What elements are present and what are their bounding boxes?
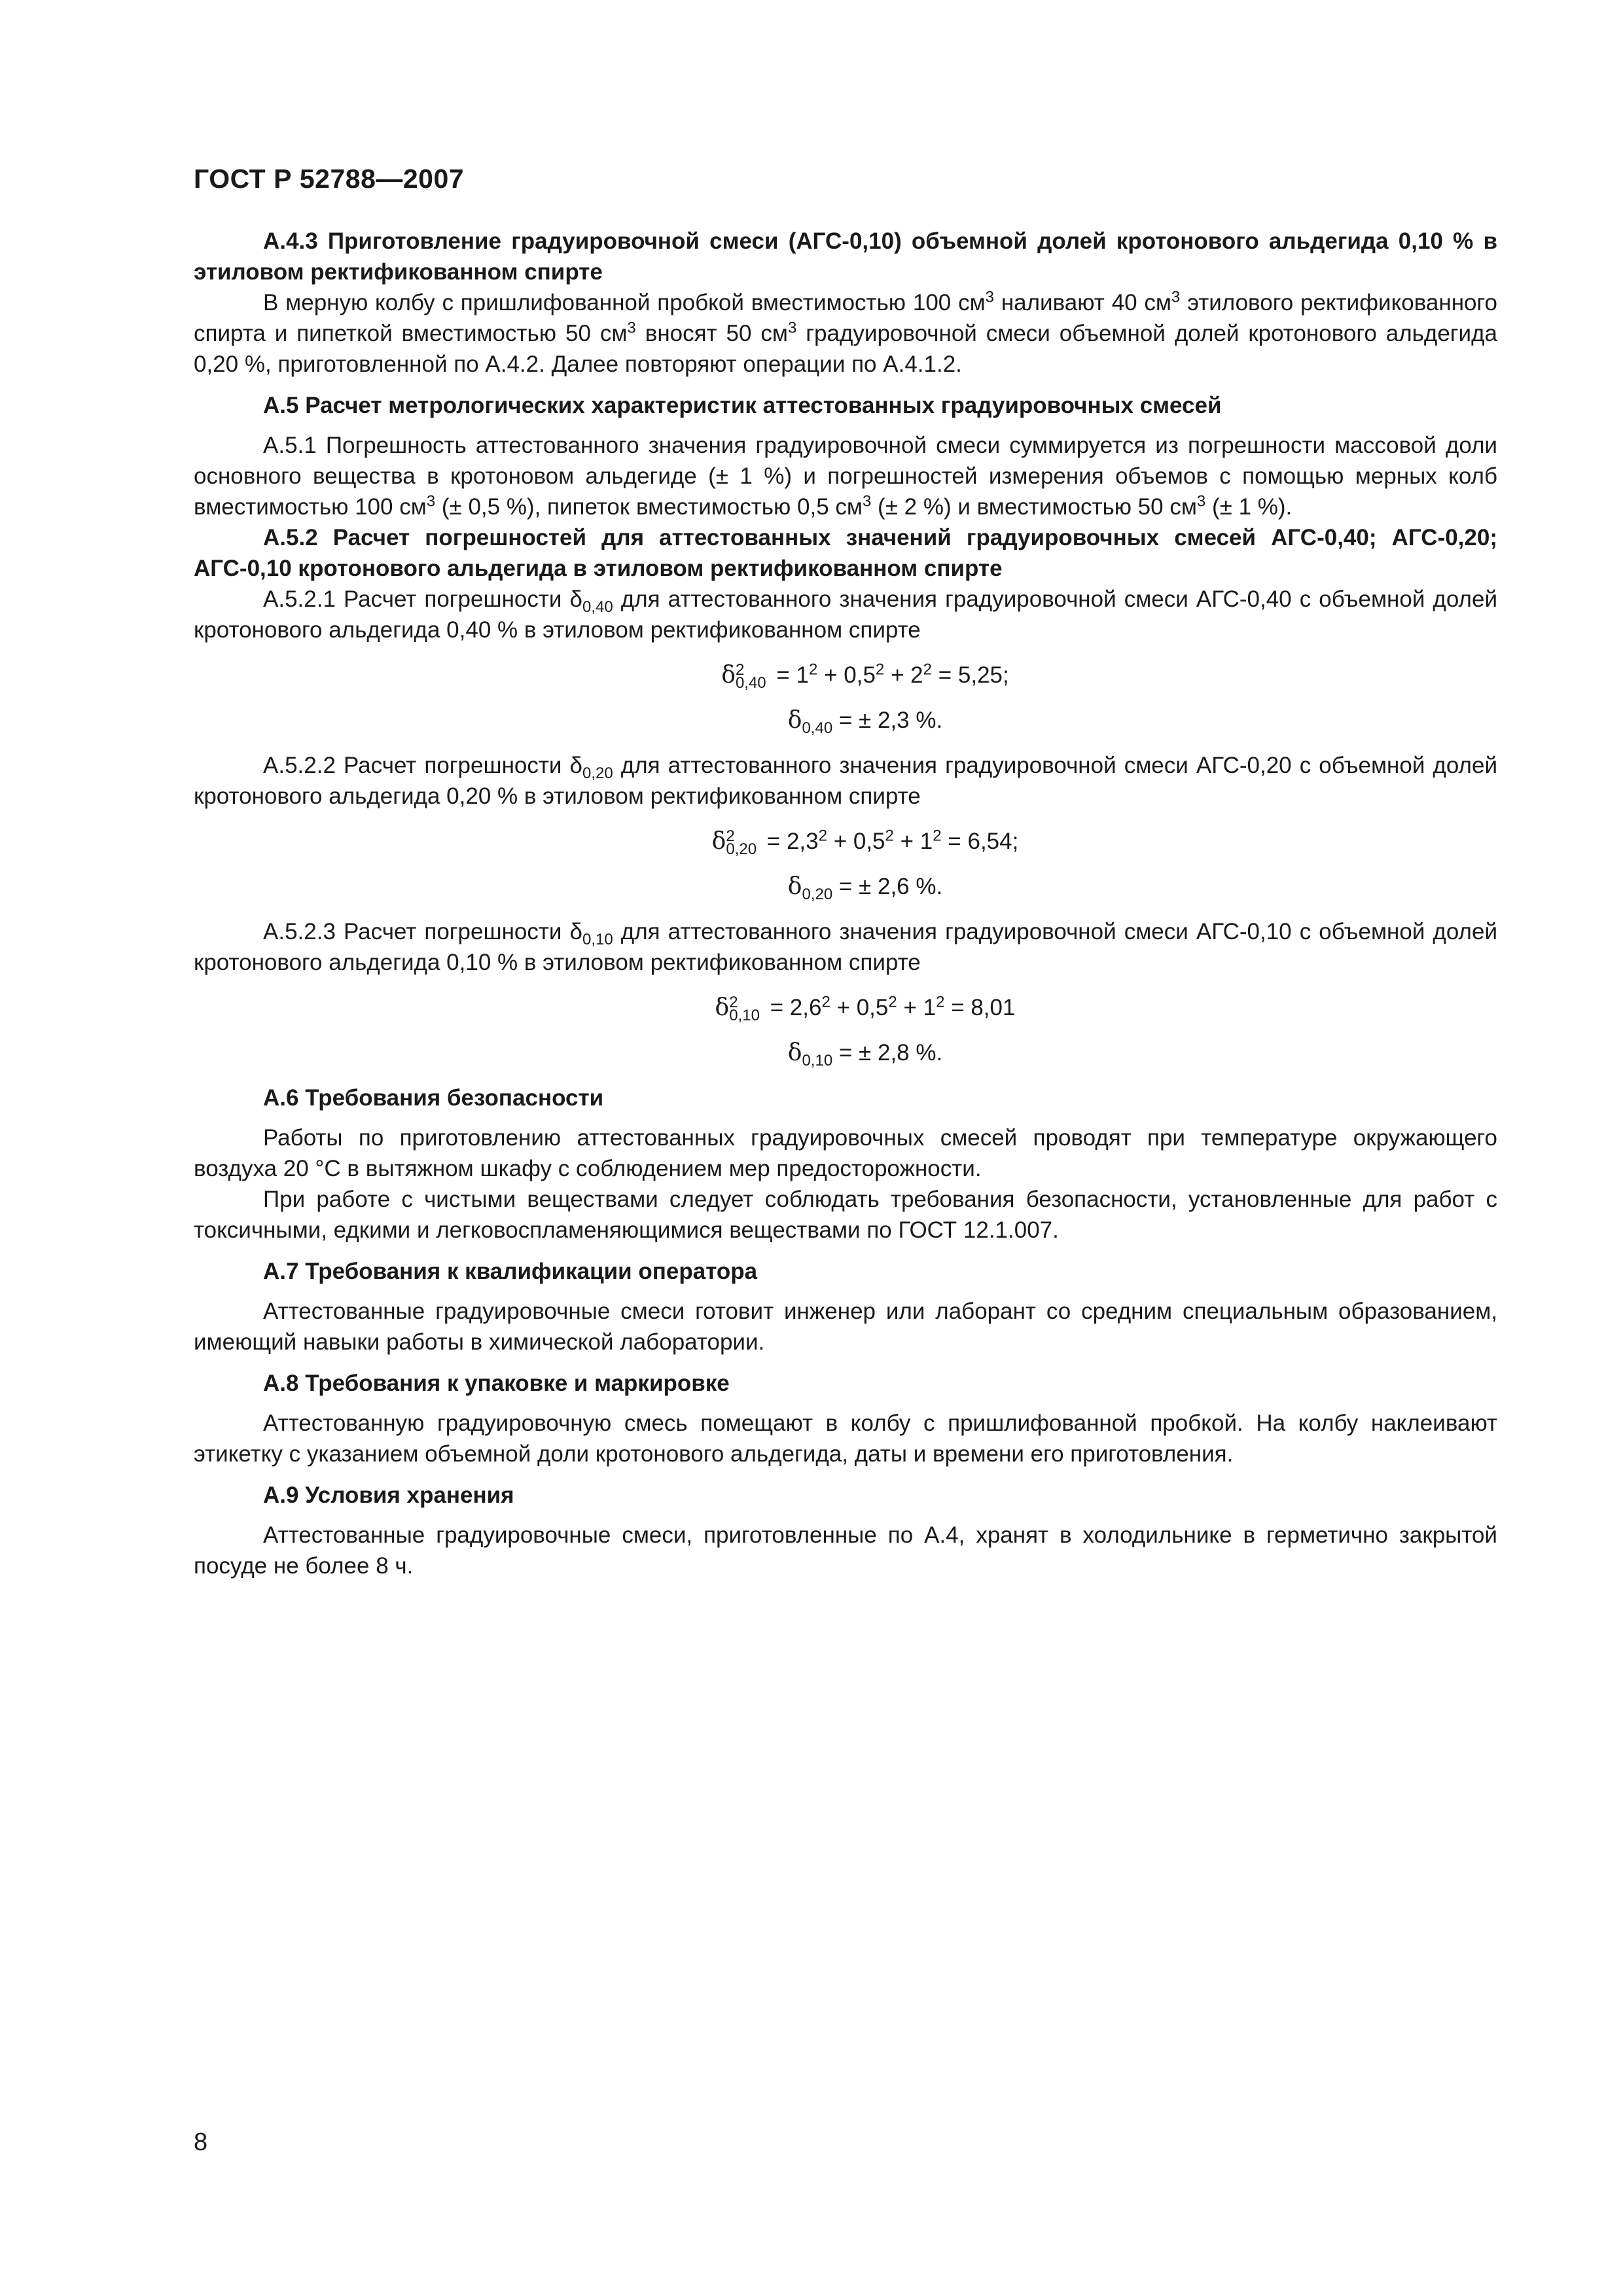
section-a8-heading: А.8 Требования к упаковке и маркировке bbox=[263, 1371, 730, 1396]
formula-delta-010-squared: δ 2 0,10 = $2,6^2 + 0,5^2 + 1^2 = 8,01$ bbox=[715, 993, 1016, 1024]
section-a9-text: Аттестованные градуировочные смеси, приготовленные по А.4, хранят в холодильнике в герметично закрытой посуде не более 8 ч. bbox=[194, 1522, 1497, 1579]
section-a6-text-1: Работы по приготовлению аттестованных градуировочных смесей проводят при температуре окружающего воздуха 20 °С в вытяжном шкафу с соблюдением мер предосторожности. bbox=[194, 1125, 1497, 1181]
formula-delta-040-squared: δ 2 0,40 = $1^2 + 0,5^2 + 2^2 = 5,25$; bbox=[721, 660, 1009, 692]
section-a52-heading: А.5.2 Расчет погрешностей для аттестованных значений градуировочных смесей АГС-0,40; АГС-0,20; АГС-0,10 кротонового альдегида в этиловом ректификованном спирте bbox=[194, 525, 1497, 581]
formula-delta-020-result: $\delta_{0,20}$ = ± 2,6 %. bbox=[787, 873, 943, 903]
section-a522-text: А.5.2.2 Расчет погрешности $\delta_{0,20}$ для аттестованного значения градуировочной смеси АГС-0,20 с объемной долей кротонового альдегида 0,20 % в этиловом ректификованном спирте bbox=[194, 753, 1497, 809]
page-number: 8 bbox=[194, 2128, 208, 2156]
section-a7-text: Аттестованные градуировочные смеси готовит инженер или лаборант со средним специальным образованием, имеющий навыки работы в химической лаборатории. bbox=[194, 1299, 1497, 1355]
formula-delta-020-squared: δ 2 0,20 = $2,3^2 + 0,5^2 + 1^2 = 6,54$; bbox=[711, 827, 1019, 858]
section-a43-heading: А.4.3 Приготовление градуировочной смеси (АГС-0,10) объемной долей кротонового альдегида 0,10 % в этиловом ректификованном спирте bbox=[194, 228, 1497, 285]
section-a9-heading: А.9 Условия хранения bbox=[263, 1482, 514, 1508]
document-header: ГОСТ Р 52788—2007 bbox=[194, 164, 465, 194]
section-a43-text: В мерную колбу с пришлифованной пробкой вместимостью 100 $см^3$ наливают 40 $см^3$ этилового ректификованного спирта и пипеткой вместимостью 50 $см^3$ вносят 50 $см^3$ градуировочной смеси объемной долей кротонового альдегида 0,20 %, приготовленной по А.4.2. Далее повторяют операции по А.4.1.2. bbox=[194, 288, 1497, 377]
page-content bbox=[194, 226, 1497, 1581]
formula-delta-040-result: $\delta_{0,40}$ = ± 2,3 %. bbox=[787, 707, 943, 737]
formula-delta-010-result: $\delta_{0,10}$ = ± 2,8 %. bbox=[787, 1039, 943, 1069]
section-a7-heading: А.7 Требования к квалификации оператора bbox=[263, 1259, 758, 1284]
section-a8-text: Аттестованную градуировочную смесь помещают в колбу с пришлифованной пробкой. На колбу наклеивают этикетку с указанием объемной доли кротонового альдегида, даты и времени его приготовления. bbox=[194, 1410, 1497, 1467]
section-a51-text: А.5.1 Погрешность аттестованного значения градуировочной смеси суммируется из погрешности массовой доли основного вещества в кротоновом альдегиде (± 1 %) и погрешностей измерения объемов с помощью мерных колб вместимостью 100 $см^3$ (± 0,5 %), пипеток вместимостью 0,5 $см^3$ (± 2 %) и вместимостью 50 $см^3$ (± 1 %). bbox=[194, 433, 1497, 520]
section-a6-text-2: При работе с чистыми веществами следует соблюдать требования безопасности, установленные для работ с токсичными, едкими и легковоспламеняющимися веществами по ГОСТ 12.1.007. bbox=[194, 1187, 1497, 1243]
section-a5-heading: А.5 Расчет метрологических характеристик аттестованных градуировочных смесей bbox=[263, 393, 1222, 418]
section-a6-heading: А.6 Требования безопасности bbox=[263, 1085, 604, 1111]
section-a523-text: А.5.2.3 Расчет погрешности $\delta_{0,10}$ для аттестованного значения градуировочной смеси АГС-0,10 с объемной долей кротонового альдегида 0,10 % в этиловом ректификованном спирте bbox=[194, 919, 1497, 975]
section-a521-text: А.5.2.1 Расчет погрешности $\delta_{0,40}$ для аттестованного значения градуировочной смеси АГС-0,40 с объемной долей кротонового альдегида 0,40 % в этиловом ректификованном спирте bbox=[194, 586, 1497, 643]
